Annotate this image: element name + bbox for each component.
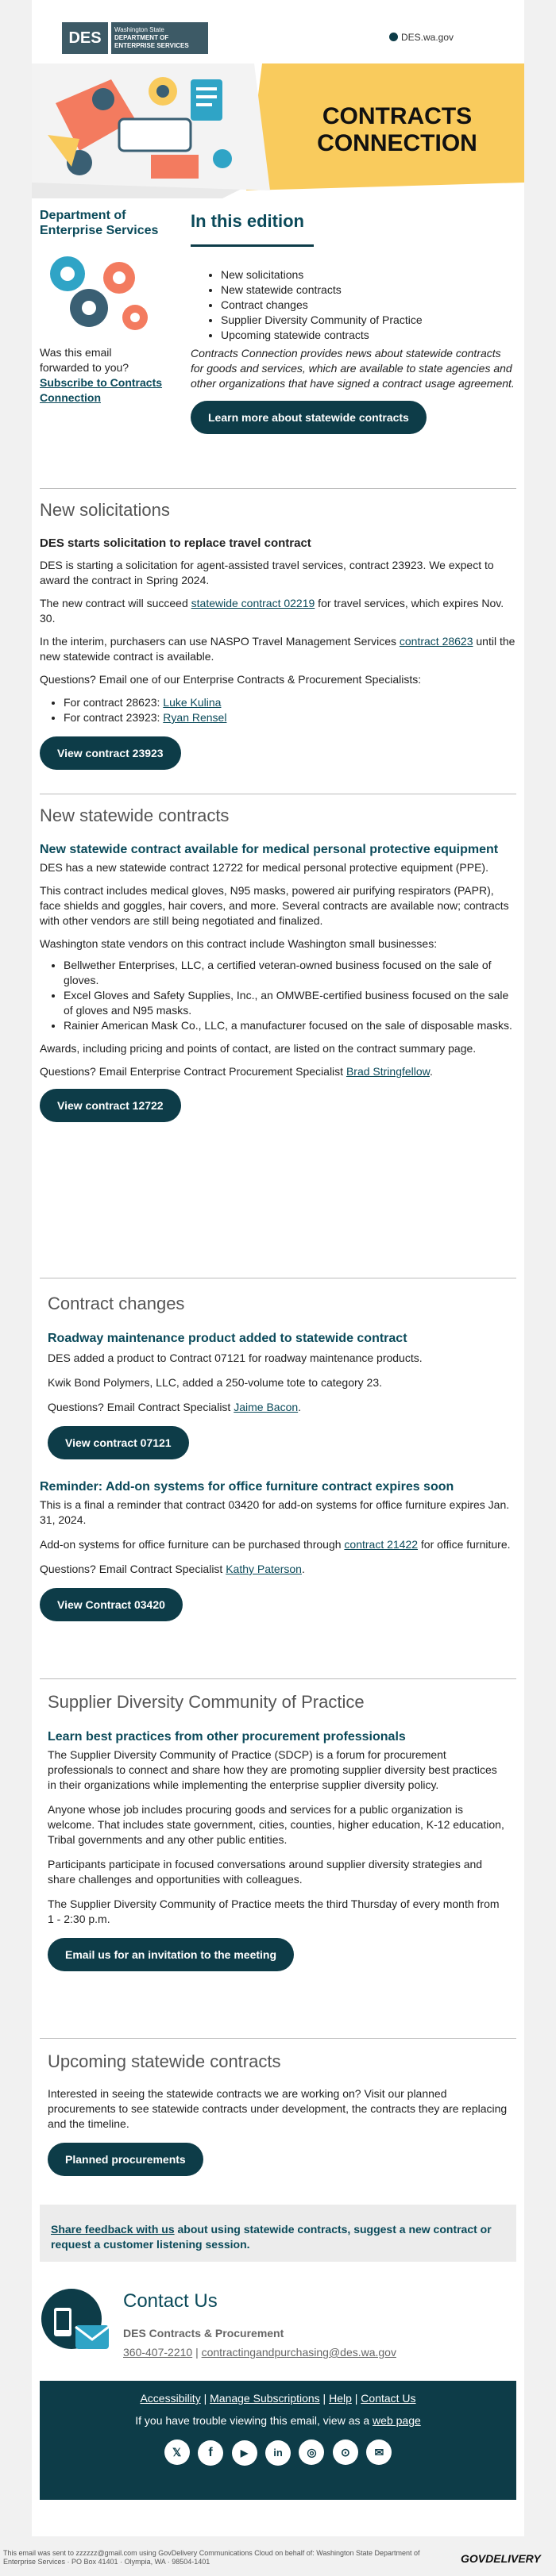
edition-item: • Upcoming statewide contracts <box>221 328 516 343</box>
email-container <box>32 0 524 2536</box>
text: Add-on systems for office furniture can be purchased through <box>40 1538 345 1551</box>
contact-line <box>123 2346 396 2359</box>
roadway-p2: Kwik Bond Polymers, LLC, added a 250-volume tote to category 23. <box>48 1376 383 1389</box>
logo-line3: ENTERPRISE SERVICES <box>114 42 189 49</box>
planned-procurements-button[interactable]: Planned procurements <box>48 2143 203 2176</box>
solicitations-p2 <box>40 596 516 626</box>
vendors-list <box>40 958 516 1033</box>
forward-text: Was this email forwarded to you? <box>40 346 129 374</box>
learn-more-button[interactable]: Learn more about statewide contracts <box>191 401 427 434</box>
diversity-p1: The Supplier Diversity Community of Practice (SDCP) is a forum for procurement professionals to connect and share how they are promoting supplier diversity best practices in their organizations while implementing the enterprise supplier diversity policy. <box>48 1748 497 1791</box>
list-item: • Excel Gloves and Safety Supplies, Inc., an OMWBE-certified business focused on the sale of gloves and N95 masks. <box>64 988 516 1018</box>
view-contract-23923-button[interactable]: View contract 23923 <box>40 736 181 770</box>
furniture-p3 <box>40 1562 516 1577</box>
sidebar <box>40 208 179 406</box>
solicitations-section <box>32 500 524 770</box>
roadway-title: Roadway maintenance product added to statewide contract <box>48 1332 407 1345</box>
facebook-icon[interactable]: f <box>198 2440 223 2466</box>
changes-heading: Contract changes <box>48 1294 185 1313</box>
statewide-p5 <box>40 1064 516 1079</box>
edition-list <box>191 267 516 343</box>
web-page-link[interactable]: web page <box>373 2414 421 2427</box>
text: . <box>298 1401 302 1413</box>
diversity-p3: Participants participate in focused conversations around supplier diversity strategies and share challenges and opportunities with colleagues. <box>48 1858 483 1886</box>
email-link[interactable]: contractingandpurchasing@des.wa.gov <box>201 2346 396 2359</box>
solicitations-heading: New solicitations <box>40 500 170 520</box>
statewide-p4: Awards, including pricing and points of contact, are listed on the contract summary page. <box>40 1042 477 1055</box>
subscribe-link[interactable]: Subscribe to Contracts Connection <box>40 376 163 404</box>
edition-item: • Supplier Diversity Community of Practice <box>221 313 516 328</box>
list-item <box>64 695 516 710</box>
website-text: DES.wa.gov <box>401 32 454 43</box>
text: Questions? Email Contract Specialist <box>48 1401 234 1413</box>
roadway-p1: DES added a product to Contract 07121 for roadway maintenance products. <box>48 1351 423 1364</box>
ryan-rensel-link[interactable]: Ryan Rensel <box>163 711 227 724</box>
contact-icon <box>40 2286 119 2357</box>
solicitations-p1: DES is starting a solicitation for agent-assisted travel services, contract 23923. We expect to award the contract in Spring 2024. <box>40 559 494 586</box>
edition-item: • New statewide contracts <box>221 283 516 298</box>
text: . <box>301 1563 305 1575</box>
statewide-p1: DES has a new statewide contract 12722 for medical personal protective equipment (PPE). <box>40 861 488 874</box>
divider <box>40 1678 516 1679</box>
edition-intro: Contracts Connection provides news about statewide contracts for goods and services, which are available to state agencies and other organizations that have signed a contract usage agreement. <box>191 347 515 390</box>
contact-heading: Contact Us <box>123 2290 218 2312</box>
email-icon[interactable]: ✉ <box>366 2440 392 2465</box>
gears-icon <box>40 246 159 337</box>
contact-us-link[interactable]: Contact Us <box>361 2392 416 2405</box>
diversity-heading: Supplier Diversity Community of Practice <box>48 1692 365 1712</box>
view-contract-03420-button[interactable]: View Contract 03420 <box>40 1588 183 1621</box>
list-item: • Bellwether Enterprises, LLC, a certified veteran-owned business focused on the sale of gloves. <box>64 958 516 988</box>
upcoming-heading: Upcoming statewide contracts <box>48 2051 281 2071</box>
solicitations-p4: Questions? Email one of our Enterprise Contracts & Procurement Specialists: <box>40 673 422 686</box>
manage-subscriptions-link[interactable]: Manage Subscriptions <box>210 2392 320 2405</box>
email-invitation-button[interactable]: Email us for an invitation to the meeting <box>48 1938 294 1971</box>
contract-21422-link[interactable]: contract 21422 <box>344 1538 419 1551</box>
diversity-p4: The Supplier Diversity Community of Practice meets the third Thursday of every month from 1 - 2:30 p.m. <box>48 1897 500 1925</box>
edition-divider <box>191 244 314 247</box>
edition-item: • Contract changes <box>221 298 516 313</box>
view-contract-12722-button[interactable]: View contract 12722 <box>40 1089 181 1122</box>
share-feedback-link[interactable]: Share feedback with us <box>51 2223 175 2236</box>
roadway-p3 <box>48 1400 516 1415</box>
diversity-p2: Anyone whose job includes procuring goods and services for a public organization is welcome. That includes state government, cities, counties, higher education, K-12 education, Tribal governments and any other public entities. <box>48 1803 504 1846</box>
disclaimer: This email was sent to zzzzzz@gmail.com using GovDelivery Communications Cloud on behalf of: Washington State Department of Enterprise Services · PO Box 41401 · Olympia, WA · 98504-1401 <box>3 2549 420 2566</box>
edition-item: • New solicitations <box>221 267 516 283</box>
feedback-text <box>51 2222 505 2252</box>
help-link[interactable]: Help <box>329 2392 352 2405</box>
kathy-paterson-link[interactable]: Kathy Paterson <box>226 1563 302 1575</box>
text: for office furniture. <box>418 1538 511 1551</box>
contact-name: DES Contracts & Procurement <box>123 2327 284 2340</box>
contract-02219-link[interactable]: statewide contract 02219 <box>191 597 315 609</box>
footer-links: Accessibility | Manage Subscriptions | Help | Contact Us <box>140 2392 416 2405</box>
jaime-bacon-link[interactable]: Jaime Bacon <box>234 1401 299 1413</box>
contacts-list <box>40 695 516 725</box>
furniture-p1: This is a final a reminder that contract 03420 for add-on systems for office furniture expires Jan. 31, 2024. <box>40 1498 510 1526</box>
des-logo[interactable] <box>62 22 205 54</box>
contact-section <box>40 2286 516 2373</box>
footer <box>40 2381 516 2500</box>
list-item: • Rainier American Mask Co., LLC, a manufacturer focused on the sale of disposable masks. <box>64 1018 516 1033</box>
text: until the new statewide contract is available. <box>40 635 515 663</box>
banner-title <box>294 103 500 157</box>
linkedin-icon[interactable]: in <box>265 2440 291 2466</box>
govdelivery-logo[interactable]: GOVDELIVERY <box>461 2552 541 2565</box>
website-link[interactable] <box>389 32 454 43</box>
phone-link[interactable]: 360-407-2210 <box>123 2346 193 2359</box>
logo-line1: Washington State <box>114 26 164 33</box>
text: for travel services, which expires Nov. 30. <box>40 597 504 625</box>
text: about using statewide contracts, suggest a new contract or request a customer listening session. <box>51 2223 492 2251</box>
statewide-section <box>32 805 524 1122</box>
text: For contract 28623: <box>64 696 164 709</box>
logo-line2: DEPARTMENT OF <box>114 34 169 41</box>
brad-stringfellow-link[interactable]: Brad Stringfellow <box>346 1065 431 1078</box>
twitter-icon[interactable]: 𝕏 <box>164 2440 190 2465</box>
youtube-icon[interactable]: ▶ <box>232 2440 257 2466</box>
divider <box>40 2038 516 2039</box>
text: For contract 23923: <box>64 711 164 724</box>
view-contract-07121-button[interactable]: View contract 07121 <box>48 1426 189 1459</box>
list-item <box>64 710 516 725</box>
diversity-title: Learn best practices from other procurement professionals <box>48 1730 406 1744</box>
text: . <box>430 1065 433 1078</box>
globe-icon <box>389 33 398 41</box>
banner-title-line2: CONNECTION <box>317 130 477 156</box>
statewide-heading: New statewide contracts <box>40 805 230 825</box>
solicitations-p3 <box>40 634 516 664</box>
logo-mark: DES <box>62 22 108 54</box>
upcoming-p1: Interested in seeing the statewide contracts we are working on? Visit our planned procurements to see statewide contracts under development, the contracts they are replacing and the timeline. <box>48 2087 508 2130</box>
text: If you have trouble viewing this email, view as a <box>135 2414 373 2427</box>
contract-28623-link[interactable]: contract 28623 <box>399 635 473 648</box>
text: The new contract will succeed <box>40 597 191 609</box>
dept-name: Department of Enterprise Services <box>40 209 159 237</box>
text: Questions? Email Contract Specialist <box>40 1563 226 1575</box>
separator: | <box>192 2346 202 2359</box>
upcoming-section <box>40 2051 516 2176</box>
edition <box>191 208 516 434</box>
social-icons <box>40 2440 516 2466</box>
banner <box>32 63 524 198</box>
web-page-line <box>40 2414 516 2427</box>
changes-section <box>32 1294 524 1621</box>
header <box>32 0 524 63</box>
banner-title-line1: CONTRACTS <box>322 103 473 129</box>
solicitations-title: DES starts solicitation to replace travel contract <box>40 536 311 550</box>
podcast-icon[interactable]: ⊙ <box>333 2440 358 2465</box>
text: In the interim, purchasers can use NASPO Travel Management Services <box>40 635 400 648</box>
divider <box>40 488 516 489</box>
instagram-icon[interactable]: ◎ <box>299 2440 324 2465</box>
accessibility-link[interactable]: Accessibility <box>140 2392 201 2405</box>
statewide-p3: Washington state vendors on this contract include Washington small businesses: <box>40 937 438 950</box>
furniture-title: Reminder: Add-on systems for office furniture contract expires soon <box>40 1480 454 1494</box>
text: Questions? Email Enterprise Contract Procurement Specialist <box>40 1065 346 1078</box>
intro-section <box>32 208 524 478</box>
statewide-title: New statewide contract available for medical personal protective equipment <box>40 843 499 856</box>
edition-heading: In this edition <box>191 211 304 231</box>
feedback-box <box>40 2205 516 2262</box>
diversity-section <box>40 1692 516 1971</box>
statewide-p2: This contract includes medical gloves, N95 masks, powered air purifying respirators (PAPR), face shields and goggles, hair covers, and more. Several contracts are available now; contracts with other vendors are still being negotiated and finalized. <box>40 884 509 927</box>
furniture-p2 <box>40 1537 516 1552</box>
luke-kulina-link[interactable]: Luke Kulina <box>163 696 222 709</box>
